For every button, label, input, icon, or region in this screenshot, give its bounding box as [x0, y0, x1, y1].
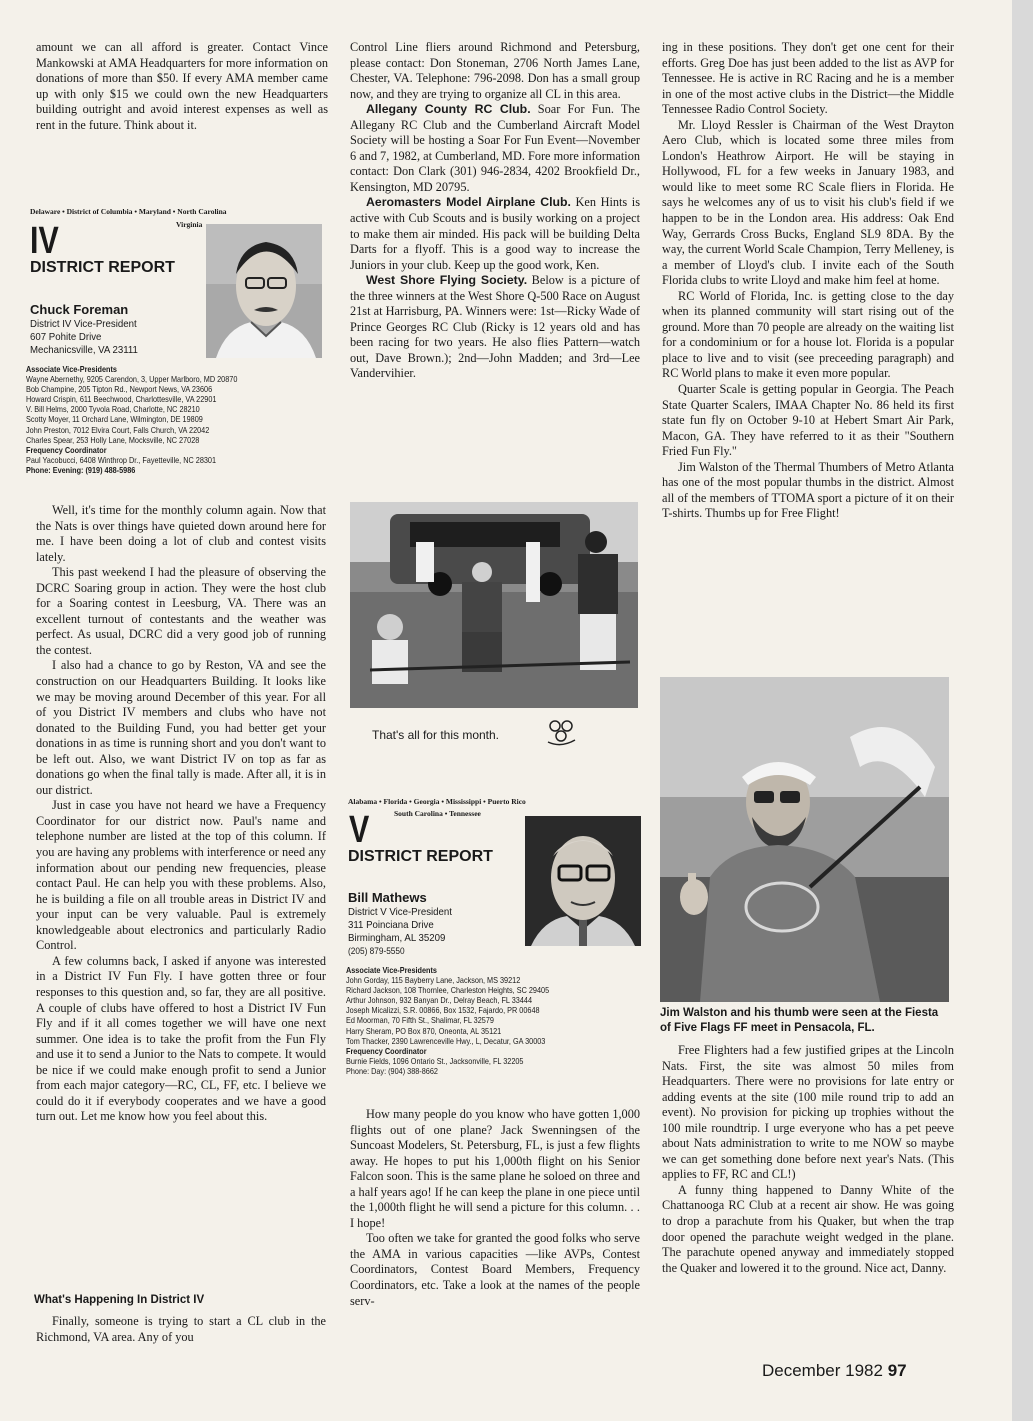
body-paragraph: Control Line fliers around Richmond and Petersburg, please contact: Don Stoneman, 2706 North James Lane, Chester, VA. Telephone: 796-2098. Don has a small group now, and they are trying to organize all CL in this area. [350, 40, 640, 101]
body-paragraph: Quarter Scale is getting popular in Georgia. The Peach State Quarter Scalers, IMAA Chapter No. 86 held its first state fun fly on October 9-10 at Hebert Smart Air Park, Macon, GA. They have referred to it as their "Southern Fried Fun Fly." [662, 382, 954, 459]
body-paragraph: Just in case you have not heard we have a Frequency Coordinator for our district now. Paul's name and telephone number are listed at the top of this column. If you are having any problems with interference or need any information about our pending new frequencies, please contact Paul. He can help you with these problems. Also, he is building a file on all trouble areas in District IV and your input can be very valuable. Paul is extremely knowledgeable about electronics and particularly Radio Control. [36, 798, 326, 953]
district4-assoc-item: Scotty Moyer, 11 Orchard Lane, Wilmington, DE 19809 [26, 415, 203, 425]
intro-text [36, 40, 328, 133]
district5-col2-body [350, 1107, 640, 1309]
body-paragraph: Too often we take for granted the good folks who serve the AMA in various capacities —like AVPs, Contest Coordinators, Contest Board Members, Frequency Coordinators, etc. Take a look at the names of the people serv- [350, 1231, 640, 1308]
body-paragraph: Jim Walston of the Thermal Thumbers of Metro Atlanta has one of the most popular thumbs in the district. Almost all of the members of TTOMA sport a picture of it on their T-shirts. Thumbs up for Free Flight! [662, 459, 954, 521]
district5-states-line2: South Carolina • Tennessee [394, 809, 481, 818]
district4-assoc-item: John Preston, 7012 Elvira Court, Falls Church, VA 22042 [26, 425, 210, 435]
district5-assoc-header: Associate Vice-Presidents [346, 966, 437, 975]
club-lead: Aeromasters Model Airplane Club. [366, 195, 571, 210]
body-paragraph: I also had a chance to go by Reston, VA and see the construction on our Headquarters Building. It looks like we may be moving around December of this year. For all of you District IV members and clubs who have not donated to the Building Fund, you had better get your donations in as time is running short and you don't want to be left out. Also, we want District IV on top as far as donations go when the final tally is made. After all, it is in our district. [36, 658, 326, 797]
district4-associates [26, 365, 237, 476]
club-item-allegany: Allegany County RC Club. Soar For Fun. The Allegany RC Club and the Cumberland Aircraft Model Society will be hosting a Soar For Fun Event—November 6 and 7, 1982, at Cumberland, MD. Fore more information contact: Don Clark (301) 946-2834, 4202 Brookfield Dr., Kensington, MD 20795. [350, 102, 640, 194]
district5-vp-city: Birmingham, AL 35209 [348, 932, 446, 944]
page-number: 97 [887, 1361, 907, 1380]
district4-assoc-item: V. Bill Helms, 2000 Tyvola Road, Charlotte, NC 28210 [26, 405, 200, 415]
district5-phone: Phone: Day: (904) 388-8662 [346, 1066, 438, 1076]
body-paragraph: How many people do you know who have gotten 1,000 flights out of one plane? Jack Swenningsen of the Suncoast Modelers, St. Petersburg, FL, is just a few flights away. He hopes to put his 1,000th flight on his Senior Falcon soon. This is the same plane he soloed on three and a half years ago! If he can keep the plane in one piece until the 1,000th flight he will send a picture for this column. . . I hope! [350, 1107, 640, 1230]
west-shore-winners-photo [350, 502, 638, 708]
district4-freq: Paul Yacobucci, 6408 Winthrop Dr., Fayetteville, NC 28301 [26, 455, 217, 465]
district5-states: Alabama • Florida • Georgia • Mississippi • Puerto Rico [348, 797, 526, 806]
district5-col3-body [662, 40, 954, 522]
body-paragraph: Well, it's time for the monthly column again. Now that the Nats is over things have quieted down around here for me. I have been doing a lot of club and contest visits lately. [36, 503, 326, 564]
district4-title: DISTRICT REPORT [30, 259, 175, 276]
district5-numeral: V [349, 809, 370, 851]
district5-assoc-item: Ed Moorman, 70 Fifth St., Shalimar, FL 32579 [346, 1016, 494, 1026]
district4-vp-address: 607 Pohite Drive [30, 331, 102, 343]
district5-freq: Burnie Fields, 1096 Ontario St., Jacksonville, FL 32205 [346, 1056, 524, 1066]
body-paragraph: RC World of Florida, Inc. is getting close to the day when its planned community will start rising out of the ground. More than 70 people are already on the waiting list for a condominium or for a house lot. Florida is a popular place to live and to visit (see preceeding paragraph) and RC World plans to make it even more popular. [662, 288, 954, 381]
district4-vp-info [30, 318, 138, 357]
chuck-foreman-portrait [206, 224, 322, 358]
club-lead: Allegany County RC Club. [366, 102, 531, 117]
district5-assoc-item: Richard Jackson, 108 Thornlee, Charleston Heights, SC 29405 [346, 986, 550, 996]
district5-assoc-item: Tom Thacker, 2390 Lawrenceville Hwy., L, Decatur, GA 30003 [346, 1036, 546, 1046]
district4-vp-title: District IV Vice-President [30, 318, 137, 330]
district4-assoc-header: Associate Vice-Presidents [26, 365, 117, 374]
club-item-aeromasters: Aeromasters Model Airplane Club. Ken Hints is active with Cub Scouts and is busily working on a project to make them air minded. His pack will be building Delta Darts for a flyoff. This is a good way to increase the Juniors in your club. Keep up the good work, Ken. [350, 195, 640, 272]
district4-final [36, 1314, 326, 1345]
photo-caption: Jim Walston and his thumb were seen at the Fiesta of Five Flags FF meet in Pensacola, FL. [660, 1007, 939, 1034]
district5-assoc-item: Joseph Micalizzi, S.R. 00866, Box 1532, Fajardo, PR 00648 [346, 1006, 540, 1016]
page-footer [762, 1361, 907, 1381]
district4-assoc-item: Bob Champine, 205 Tipton Rd., Newport News, VA 23606 [26, 385, 213, 395]
district4-col2 [350, 40, 640, 382]
jim-walston-photo [660, 677, 949, 1002]
intro-paragraph: amount we can all afford is greater. Contact Vince Mankowski at AMA Headquarters for more information on donations of more than $50. If every AMA member came up with only $15 we could own the new Headquarters building outright and avoid interest expenses as well as rent in the future. Think about it. [36, 40, 328, 132]
district4-vp-name: Chuck Foreman [30, 302, 129, 317]
district4-states: Delaware • District of Columbia • Maryland • North Carolina [30, 207, 227, 216]
district4-signoff: That's all for this month. [372, 728, 500, 742]
district5-assoc-item: Harry Sheram, PO Box 870, Oneonta, AL 35121 [346, 1026, 502, 1036]
district4-numeral: IV [30, 220, 59, 262]
district4-freq-header: Frequency Coordinator [26, 445, 107, 455]
district4-body [36, 503, 326, 1125]
body-paragraph: ing in these positions. They don't get one cent for their efforts. Greg Doe has just been added to the list as AVP for Tennessee. He is active in RC Racing and he is a member in one of the most active clubs in the District—the Middle Tennessee Radio Control Society. [662, 40, 954, 117]
district5-col3b-body [662, 1043, 954, 1276]
district5-assoc-item: Arthur Johnson, 932 Banyan Dr., Delray Beach, FL 33444 [346, 996, 533, 1006]
district4-assoc-item: Charles Spear, 253 Holly Lane, Mocksville, NC 27028 [26, 435, 200, 445]
body-paragraph: Finally, someone is trying to start a CL club in the Richmond, VA area. Any of you [36, 1314, 326, 1344]
district5-vp-name: Bill Mathews [348, 890, 427, 905]
district5-vp-address: 311 Poinciana Drive [348, 919, 434, 931]
club-item-west-shore: West Shore Flying Society. Below is a picture of the three winners at the West Shore Q-500 Race on August 21st at Harrisburg, PA. Winners were: 1st—Ricky Wade of Prince Georges RC Club (Ricky is 12 years old and has been racing for two years. He also flies Pattern—watch out, Dave Brown.); 2nd—John Madden; and 3rd—Lee Vandervihier. [350, 273, 640, 381]
signature-logo [543, 718, 581, 751]
district5-vp-phone: (205) 879-5550 [348, 946, 405, 956]
district4-vp-city: Mechanicsville, VA 23111 [30, 344, 138, 356]
district4-assoc-item: Wayne Abernethy, 9205 Carendon, 3, Upper Marlboro, MD 20870 [26, 375, 238, 385]
body-paragraph: A few columns back, I asked if anyone was interested in a District IV Fun Fly. I have gotten three or four responses to this question and, so far, they are all positive. A couple of clubs have offered to host a District IV Fun Fly and if it all comes together we will have one next summer. One idea is to take the profit from the Fun Fly and use it to send a Junior to the Nats to compete. It would be nice if we could make enough profit to send a Junior from each major category—RC, CL, FF, etc. I believe we could do it if everybody cooperates and we have a good turn out. Let me know how you feel about this. [36, 953, 326, 1124]
district5-vp-info [348, 906, 452, 958]
district5-associates [346, 966, 549, 1077]
body-paragraph: Free Flighters had a few justified gripes at the Lincoln Nats. First, the site was almost 50 miles from Headquarters. There were no provisions for late entry or adding events at the site (100 mile round trip to add an event). No provision for picking up trophies without the 100 mile roundtrip. I urge everyone who has a pet peeve about Nats administration to write to me NOW so maybe we can get something done before next year's Nats. (This applies to FF, RC and CL!) [662, 1043, 954, 1182]
district5-freq-header: Frequency Coordinator [346, 1046, 427, 1056]
body-paragraph: This past weekend I had the pleasure of observing the DCRC Soaring group in action. They were the host club for a Soaring contest in Leesburg, VA. There was an excellent turnout of contestants and the weather was perfect. As usual, DCRC did a very good job of running the contest. [36, 565, 326, 657]
body-paragraph: A funny thing happened to Danny White of the Chattanooga RC Club at a recent air show. He was going to drop a parachute from his Quaker, but when the trap door opened the parachute weight wedged in the plane. The parachute opened anyway and immediately stopped the Quaker and lowered it to the ground. Nice act, Danny. [662, 1182, 954, 1275]
bill-mathews-portrait [525, 816, 641, 946]
issue-date: December 1982 [762, 1361, 883, 1380]
district4-assoc-item: Howard Crispin, 611 Beechwood, Charlottesville, VA 22901 [26, 395, 217, 405]
body-paragraph: Mr. Lloyd Ressler is Chairman of the West Drayton Aero Club, which is located some three miles from London's Heathrow Airport. He will be staying in Hollywood, FL for a few weeks in January 1983, and would like to meet some RC Scale fliers in Florida. He says he welcomes any of us to visit his club's field if we happen to be in the London area. His address: Oak End Way, Gerrards Cross Bucks, England SL9 8DA. By the way, the current World Scale Champion, Terry Melleney, is a member of Lloyd's club. I invite each of the South Florida clubs to write Lloyd and make him feel at home. [662, 117, 954, 288]
district4-subhead: What's Happening In District IV [34, 1294, 205, 1306]
club-lead: West Shore Flying Society. [366, 273, 528, 288]
district5-assoc-item: John Gorday, 115 Bayberry Lane, Jackson, MS 39212 [346, 976, 521, 986]
district5-title: DISTRICT REPORT [348, 848, 493, 865]
district5-vp-title: District V Vice-President [348, 906, 452, 918]
district4-phone: Phone: Evening: (919) 488-5986 [26, 465, 136, 475]
district4-states-line2: Virginia [176, 220, 203, 229]
